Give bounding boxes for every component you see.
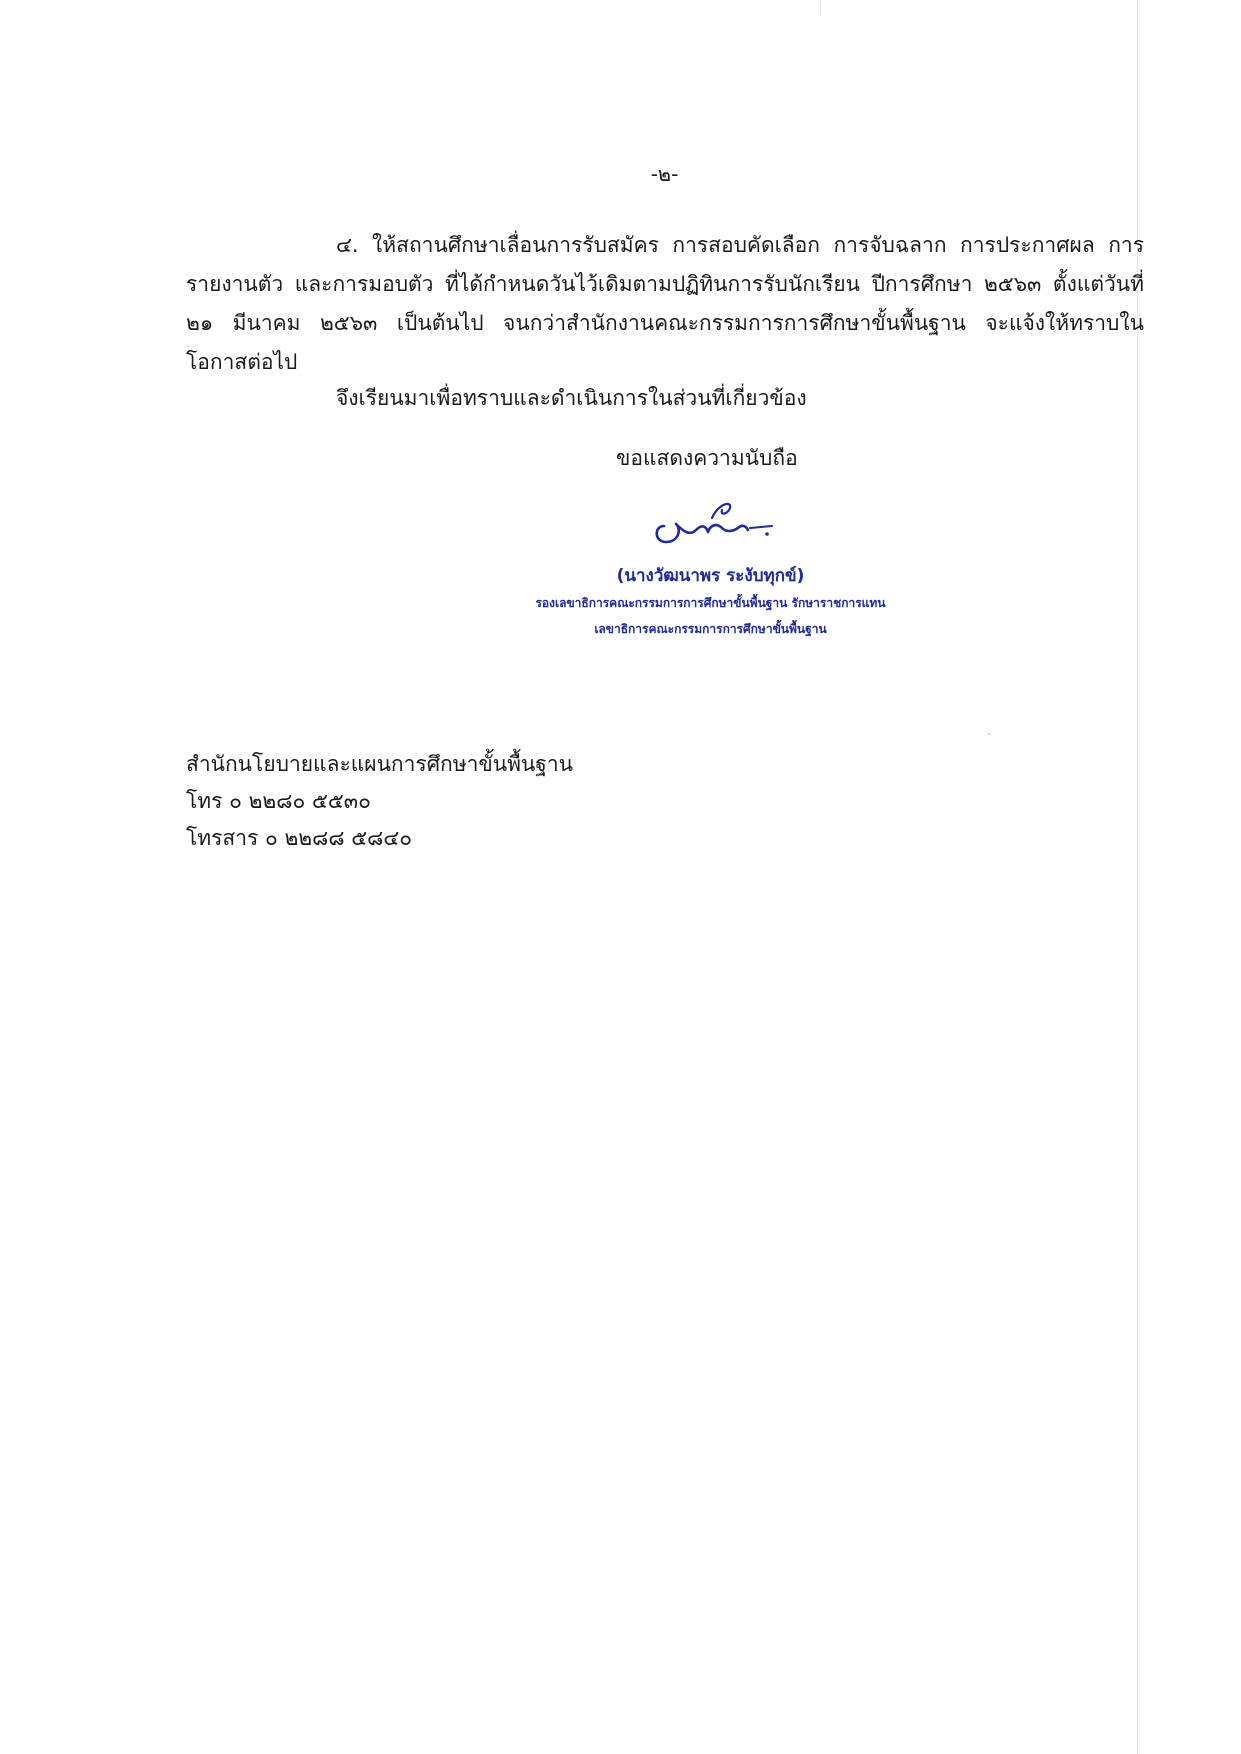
signatory-name: (นางวัฒนาพร ระงับทุกข์) [616,566,805,586]
handwritten-signature [650,496,780,546]
scan-speck [988,733,990,735]
contact-fax: โทรสาร ๐ ๒๒๘๘ ๕๘๔๐ [186,826,413,850]
scan-edge-mark [820,0,821,14]
signature-stroke-main [657,524,748,542]
signature-dot [765,532,769,536]
page-number: -๒- [650,162,679,186]
contact-department: สำนักนโยบายและแผนการศึกษาขั้นพื้นฐาน [186,752,574,776]
signatory-title-line-1: รองเลขาธิการคณะกรรมการการศึกษาขั้นพื้นฐาน รักษาราชการแทน [535,596,886,610]
closing-salutation: ขอแสดงความนับถือ [616,446,798,470]
signature-stroke-tail [750,526,772,528]
signatory-title-line-2: เลขาธิการคณะกรรมการการศึกษาขั้นพื้นฐาน [594,622,827,636]
signature-stroke-flourish [712,504,730,518]
body-paragraph-item-4: ๔. ให้สถานศึกษาเลื่อนการรับสมัคร การสอบคัดเลือก การจับฉลาก การประกาศผล การรายงานตัว และการมอบตัว ที่ได้กำหนดวันไว้เดิมตามปฏิทินการรับนักเรียน ปีการศึกษา ๒๕๖๓ ตั้งแต่วันที่ ๒๑ มีนาคม ๒๕๖๓ เป็นต้นไป จนกว่าสำนักงานคณะกรรมการการศึกษาขั้นพื้นฐาน จะแจ้งให้ทราบในโอกาสต่อไป [186,233,1144,374]
conclusion-sentence: จึงเรียนมาเพื่อทราบและดำเนินการในส่วนที่เกี่ยวข้อง [336,386,807,410]
contact-phone: โทร ๐ ๒๒๘๐ ๕๕๓๐ [186,789,371,813]
